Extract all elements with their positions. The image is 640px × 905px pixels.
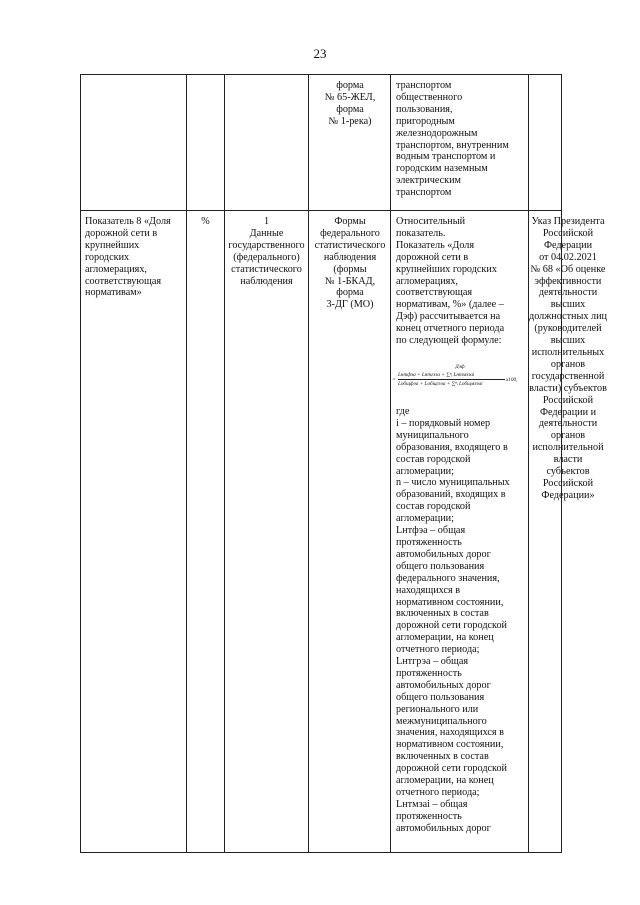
cell-indicator-name: Показатель 8 «Доля дорожной сети в крупнейших городских агломерациях, соответствующая нормативам» bbox=[85, 216, 171, 299]
table-top-border bbox=[80, 74, 562, 75]
formula-multiplier: x100, bbox=[506, 377, 518, 383]
cell-source: Формы федерального статистического наблюдения (формы № 1-БКАД, форма 3-ДГ (МО) bbox=[314, 216, 386, 311]
formula-numerator: Lнтфэа + Lнтгзэа + ∑ⁿᵢ Lнтмзэаi bbox=[398, 372, 475, 378]
cell-method-intro: Относительный показатель. Показатель «Доля дорожной сети в крупнейших городских агломерациях, соответствующая нормативам, %» (далее – Дэф) рассчитывается на конец отчетного периода по следующей формуле: bbox=[396, 216, 505, 347]
cell-level-text: Данные государственного (федерального) статистического наблюдения bbox=[228, 228, 305, 287]
cell-level-number: 1 bbox=[263, 216, 270, 227]
formula-fraction-bar bbox=[398, 379, 505, 380]
formula-denominator: Lобщфэа + Lобщгзэа + ∑ⁿᵢ Lобщмзэаi bbox=[398, 381, 483, 387]
table-row-divider bbox=[80, 210, 562, 211]
column-divider bbox=[186, 74, 187, 853]
column-divider bbox=[308, 74, 309, 853]
column-divider bbox=[390, 74, 391, 853]
column-divider bbox=[224, 74, 225, 853]
cell-unit: % bbox=[201, 216, 210, 227]
formula-equals: = bbox=[392, 377, 396, 383]
cell-method-definitions: где i – порядковый номер муниципального образования, входящего в состав городской агломерации; n – число муниципальных образований, входящих в состав городской агломерации; Lнтфэа – общая протяженность автомобильных дорог общего пользования федерального значения, находящихся в нормативном состоянии, включенных в состав дорожной сети городской агломерации, на конец отчетного периода; Lнтгрэа – общая протяженность автомобильных дорог общего пользования регионального или межмуниципального значения, находящихся в нормативном состоянии, включенных в состав дорожной сети городской агломерации, на конец отчетного периода; Lнтмзаi – общая протяженность автомобильных дорог bbox=[396, 406, 510, 834]
formula-result: Дэф bbox=[455, 364, 465, 370]
cell-method-continued: транспортом общественного пользования, пригородным железнодорожным транспортом, внутренним водным транспортом и городским наземным электрическим транспортом bbox=[396, 80, 509, 199]
table-bottom-border bbox=[80, 852, 562, 853]
cell-legal-basis: Указ Президента Российской Федерации от 04.02.2021 № 68 «Об оценке эффективности деятельности высших должностных лиц (руководителей высших исполнительных органов государственной власти) субъектов Российской Федерации и деятельности органов исполнительной власти субъектов Российской Федерации» bbox=[529, 216, 607, 501]
cell-source-continued: форма № 65-ЖЕЛ, форма № 1-река) bbox=[324, 80, 376, 127]
calculation-formula bbox=[392, 362, 528, 396]
page-number: 23 bbox=[313, 46, 327, 61]
table-left-border bbox=[80, 74, 81, 853]
